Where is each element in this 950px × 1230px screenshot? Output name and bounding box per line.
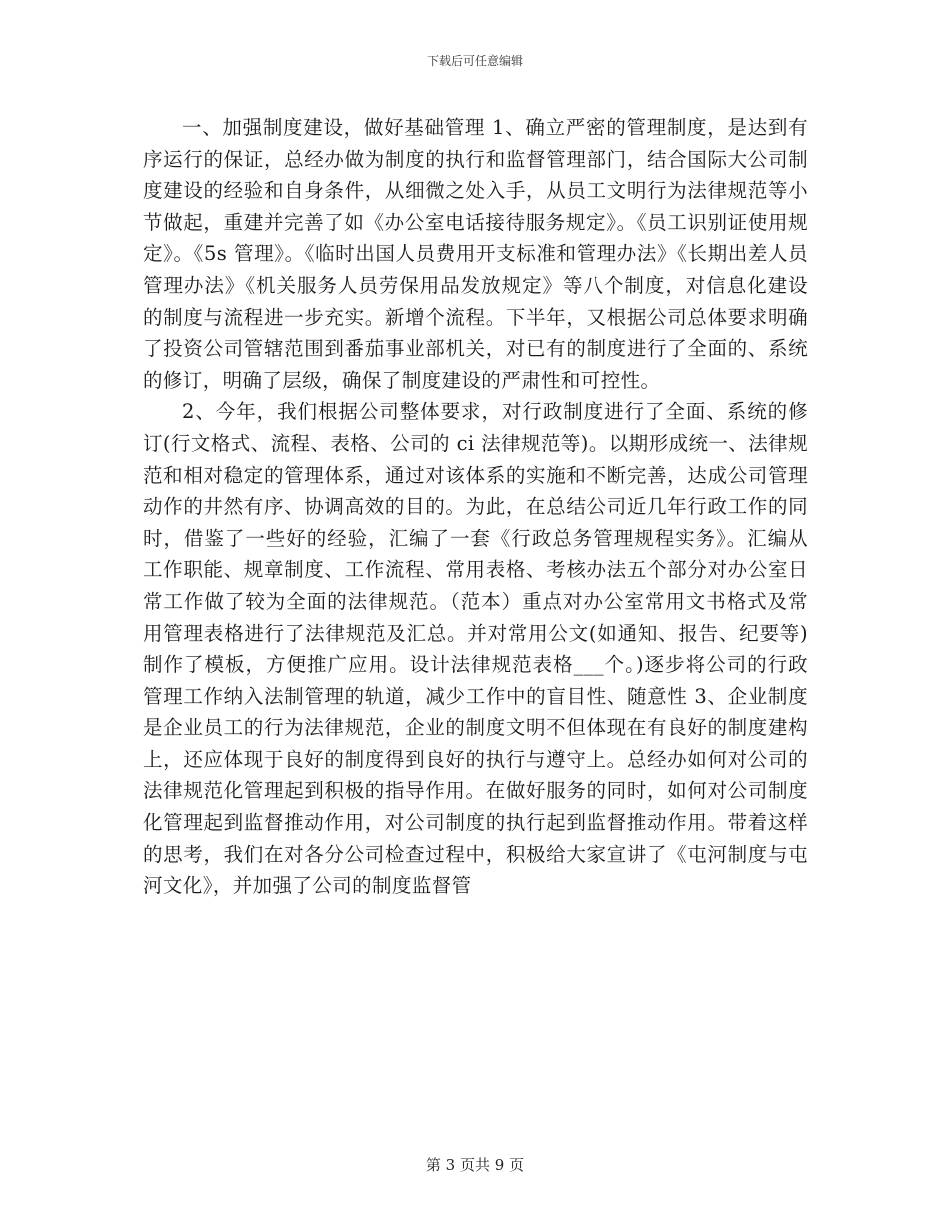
page-header: 下载后可任意编辑 (426, 54, 523, 68)
page-number: 第 3 页共 9 页 (425, 1156, 525, 1174)
paragraph-1: 一、加强制度建设，做好基础管理 1、确立严密的管理制度，是达到有序运行的保证，总经办做为制度的执行和监督管理部门，结合国际大公司制度建设的经验和自身条件，从细微之处入手，从员工文明行为法律规范等小节做起，重建并完善了如《办公室电话接待服务规定》。《员工识别证使用规定》。《5s 管理》。《临时出国人员费用开支标准和管理办法》《长期出差人员管理办法》《机关服务人员劳保用品发放规定》等八个制度，对信息化建设的制度与流程进一步充实。新增个流程。下半年，又根据公司总体要求明确了投资公司管辖范围到番茄事业部机关，对已有的制度进行了全面的、系统的修订，明确了层级，确保了制度建设的严肃性和可控性。 (143, 116, 808, 392)
paragraph-2: 2、今年，我们根据公司整体要求，对行政制度进行了全面、系统的修订(行文格式、流程、表格、公司的 ci 法律规范等)。以期形成统一、法律规范和相对稳定的管理体系，通过对该体系的实施和不断完善，达成公司管理动作的井然有序、协调高效的目的。为此，在总结公司近几年行政工作的同时，借鉴了一些好的经验，汇编了一套《行政总务管理规程实务》。汇编从工作职能、规章制度、工作流程、常用表格、考核办法五个部分对办公室日常工作做了较为全面的法律规范。（范本）重点对办公室常用文书格式及常用管理表格进行了法律规范及汇总。并对常用公文(如通知、报告、纪要等)制作了模板，方便推广应用。设计法律规范表格___个。)逐步将公司的行政管理工作纳入法制管理的轨道，减少工作中的盲目性、随意性 3、企业制度是企业员工的行为法律规范，企业的制度文明不但体现在有良好的制度建构上，还应体现于良好的制度得到良好的执行与遵守上。总经办如何对公司的法律规范化管理起到积极的指导作用。在做好服务的同时，如何对公司制度化管理起到监督推动作用，对公司制度的执行起到监督推动作用。带着这样的思考，我们在对各分公司检查过程中，积极给大家宣讲了《屯河制度与屯河文化》，并加强了公司的制度监督管 (143, 400, 808, 898)
document-body (143, 112, 808, 902)
